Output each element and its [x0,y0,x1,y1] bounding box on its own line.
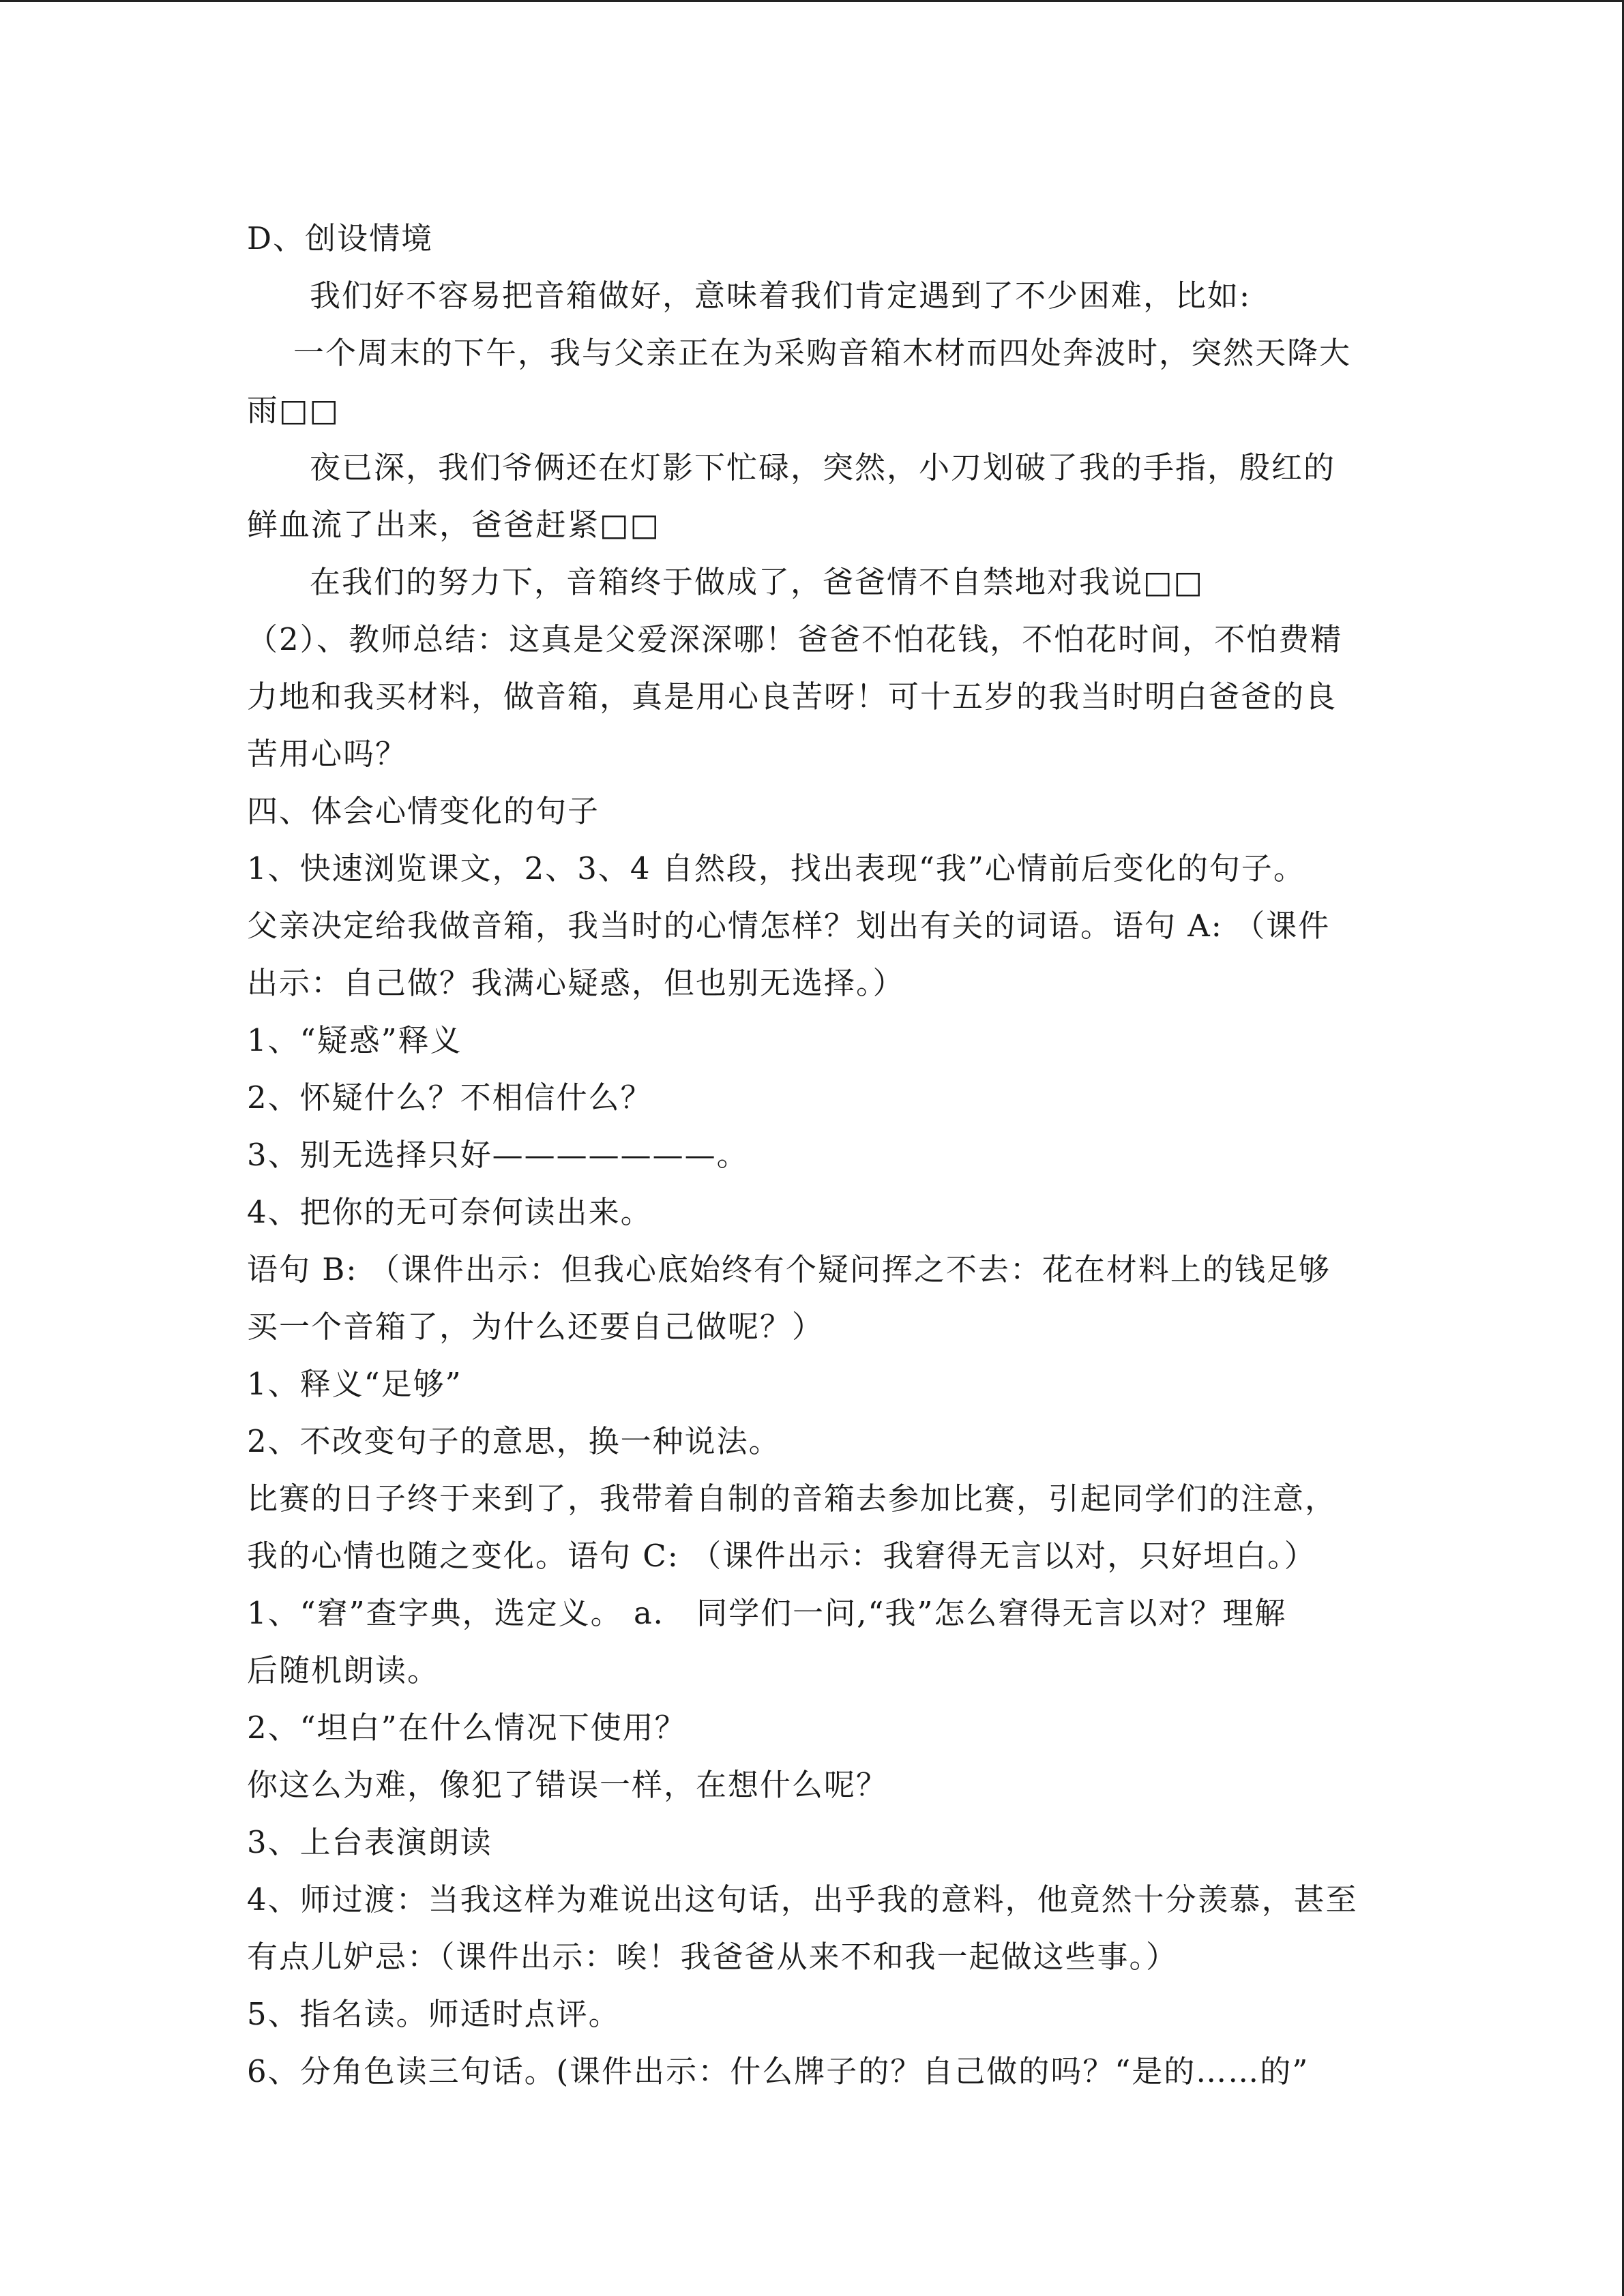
text-line: （2）、教师总结：这真是父爱深深哪！爸爸不怕花钱，不怕花时间，不怕费精 [247,621,1343,657]
text-line: 比赛的日子终于来到了，我带着自制的音箱去参加比赛，引起同学们的注意， [247,1480,1338,1517]
text-line: 5、指名读。师适时点评。 [247,1996,621,2032]
text-line: 2、不改变句子的意思，换一种说法。 [247,1423,781,1459]
text-line: 有点儿妒忌：（课件出示：唉！我爸爸从来不和我一起做这些事。） [247,1939,1179,1975]
text-line: 1、“窘”查字典，选定义。 a． 同学们一问,“我”怎么窘得无言以对？理解 [247,1595,1287,1631]
text-line: 4、把你的无可奈何读出来。 [247,1194,653,1230]
text-line: 1、释义“足够” [247,1366,462,1402]
text-line: 苦用心吗？ [247,736,408,772]
text-line: 3、别无选择只好———————。 [247,1137,749,1173]
text-line: 3、上台表演朗读 [247,1824,492,1860]
text-line: D、创设情境 [247,220,434,256]
text-line: 你这么为难，像犯了错误一样，在想什么呢？ [247,1767,889,1803]
text-line: 一个周末的下午，我与父亲正在为采购音箱木材而四处奔波时，突然天降大 [293,335,1352,371]
text-line: 2、“坦白”在什么情况下使用？ [247,1710,687,1746]
text-line: 父亲决定给我做音箱，我当时的心情怎样？划出有关的词语。语句 A: （课件 [247,908,1331,944]
top-border [0,0,1624,2]
text-line: 鲜血流了出来，爸爸赶紧□□ [247,507,661,543]
text-line: 买一个音箱了，为什么还要自己做呢？） [247,1309,825,1345]
text-line: 语句 B: （课件出示：但我心底始终有个疑问挥之不去：花在材料上的钱足够 [247,1251,1331,1287]
text-line: 我的心情也随之变化。语句 C: （课件出示：我窘得无言以对，只好坦白。） [247,1538,1316,1574]
text-line: 后随机朗读。 [247,1652,440,1688]
text-line: 1、快速浏览课文，2、3、4 自然段，找出表现“我”心情前后变化的句子。 [247,850,1305,886]
text-line: 1、“疑惑”释义 [247,1022,462,1058]
text-line: 4、师过渡：当我这样为难说出这句话，出乎我的意料，他竟然十分羡慕，甚至 [247,1881,1358,1918]
text-line: 2、怀疑什么？不相信什么？ [247,1079,653,1116]
text-line: 力地和我买材料，做音箱，真是用心良苦呀！可十五岁的我当时明白爸爸的良 [247,679,1338,715]
text-line: 雨□□ [247,392,340,428]
document-body [247,210,1379,2100]
text-line: 在我们的努力下，音箱终于做成了，爸爸情不自禁地对我说□□ [310,564,1205,600]
text-line: 四、体会心情变化的句子 [247,793,600,829]
text-line: 我们好不容易把音箱做好，意味着我们肯定遇到了不少困难，比如: [310,278,1252,314]
text-line: 夜已深，我们爷俩还在灯影下忙碌，突然，小刀划破了我的手指，殷红的 [310,449,1336,486]
text-line: 6、分角色读三句话。(课件出示：什么牌子的？自己做的吗？“是的……的” [247,2053,1310,2089]
text-line: 出示：自己做？我满心疑惑，但也别无选择。） [247,965,905,1001]
